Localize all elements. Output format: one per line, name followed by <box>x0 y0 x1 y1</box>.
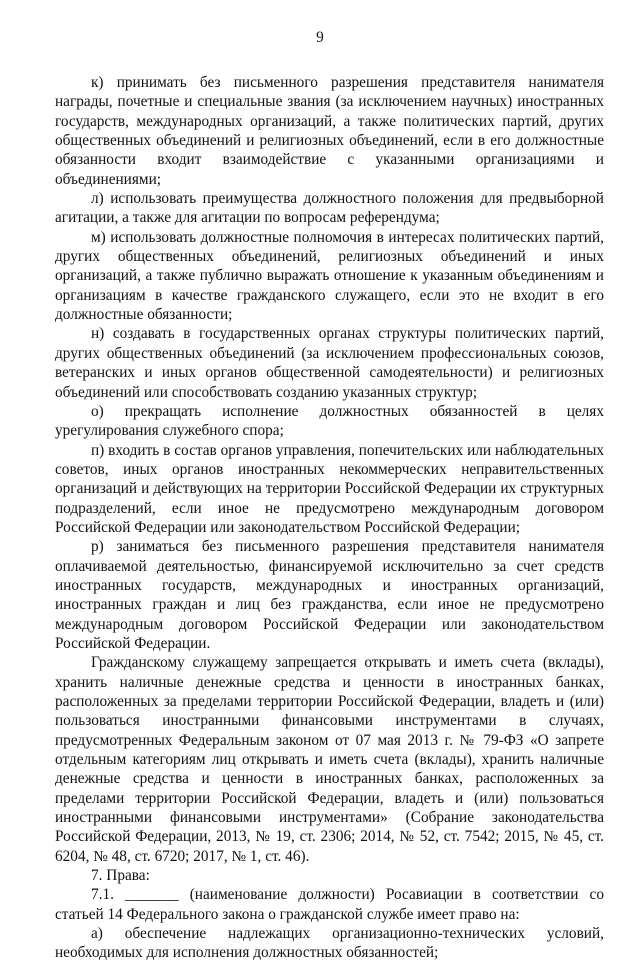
page-number: 9 <box>316 29 324 46</box>
paragraph-7-1: 7.1. _______ (наименование должности) Росавиации в соответствии со статьей 14 Федерального закона о гражданской службе имеет право на: <box>55 886 604 923</box>
paragraph-m: м) использовать должностные полномочия в интересах политических партий, других общественных объединений, религиозных объединений и иных организаций, а также публично выражать отношение к указанным объединениям и организациям в качестве гражданского служащего, если это не входит в его должностные обязанности; <box>55 228 604 324</box>
paragraph-o: о) прекращать исполнение должностных обязанностей в целях урегулирования служебного спора; <box>55 402 604 440</box>
paragraph-r: р) заниматься без письменного разрешения представителя нанимателя оплачиваемой деятельностью, финансируемой исключительно за счет средств иностранных государств, международных и иностранных организаций, иностранных граждан и лиц без гражданства, если иное не предусмотрено международным договором Российской Федерации или законодательством Российской Федерации. <box>55 538 604 652</box>
paragraph-a: а) обеспечение надлежащих организационно-технических условий, необходимых для исполнения должностных обязанностей; <box>55 925 604 962</box>
paragraph-p: п) входить в состав органов управления, попечительских или наблюдательных советов, иных органов иностранных некоммерческих неправительственных организаций и действующих на территории Российской Федерации их структурных подразделений, если иное не предусмотрено международным договором Российской Федерации или законодательством Российской Федерации; <box>55 441 604 536</box>
section-heading-rights: 7. Права: <box>91 867 150 885</box>
paragraph-l: л) использовать преимущества должностного положения для предвыборной агитации, а также для агитации по вопросам референдума; <box>55 190 604 227</box>
paragraph-foreign-accounts: Гражданскому служащему запрещается открывать и иметь счета (вклады), хранить наличные денежные средства и ценности в иностранных банках, расположенных за пределами территории Российской Федерации, владеть и (или) пользоваться иностранными финансовыми инструментами в случаях, предусмотренных Федеральным законом от 07 мая 2013 г. № 79-ФЗ «О запрете отдельным категориям лиц открывать и иметь счета (вклады), хранить наличные денежные средства и ценности в иностранных банках, расположенных за пределами территории Российской Федерации, владеть и (или) пользоваться иностранными финансовыми инструментами» (Собрание законодательства Российской Федерации, 2013, № 19, ст. 2306; 2014, № 52, ст. 7542; 2015, № 45, ст. 6204, № 48, ст. 6720; 2017, № 1, ст. 46). <box>55 654 604 865</box>
paragraph-k: к) принимать без письменного разрешения представителя нанимателя награды, почетные и специальные звания (за исключением научных) иностранных государств, международных организаций, а также политических партий, других общественных объединений и религиозных объединений, если в его должностные обязанности входит взаимодействие с указанными организациями и объединениями; <box>55 74 604 188</box>
paragraph-n: н) создавать в государственных органах структуры политических партий, других общественных объединений (за исключением профессиональных союзов, ветеранских и иных органов общественной самодеятельности) и религиозных объединений или способствовать созданию указанных структур; <box>55 325 604 401</box>
document-body <box>55 73 604 963</box>
